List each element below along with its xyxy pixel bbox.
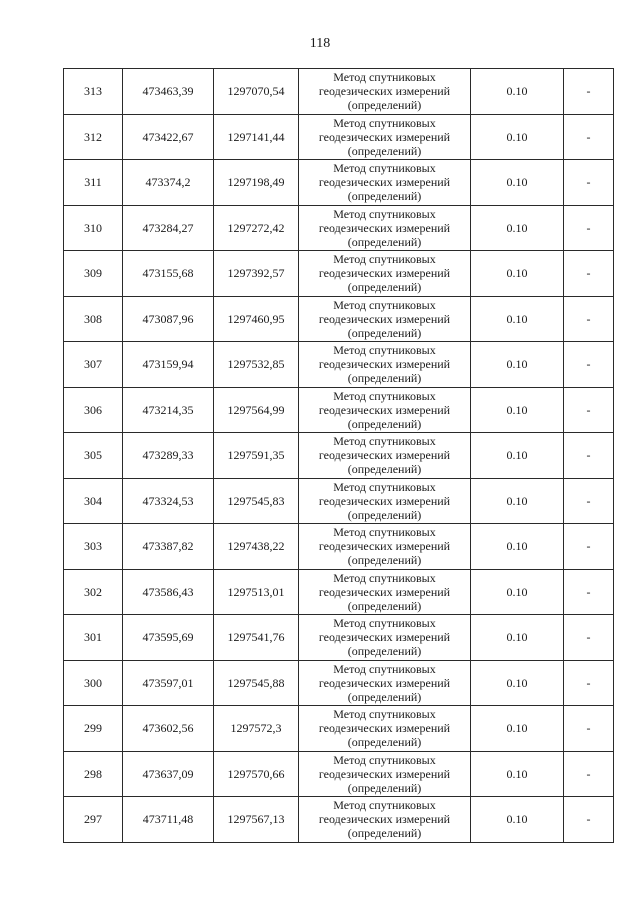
note-cell: - xyxy=(564,706,614,752)
table-row xyxy=(64,797,614,843)
method-line: (определений) xyxy=(347,462,422,477)
y-coordinate-cell: 1297532,85 xyxy=(214,342,299,388)
y-coordinate-cell: 1297572,3 xyxy=(214,706,299,752)
method-line: Метод спутниковых xyxy=(333,479,436,494)
method-line: Метод спутниковых xyxy=(333,115,436,130)
method-line: (определений) xyxy=(347,325,422,340)
accuracy-cell: 0.10 xyxy=(471,433,564,479)
accuracy-cell: 0.10 xyxy=(471,205,564,251)
method-line: (определений) xyxy=(347,507,422,522)
method-line: (определений) xyxy=(347,735,422,750)
page-number: 118 xyxy=(309,36,331,51)
method-line: Метод спутниковых xyxy=(333,525,436,540)
method-line: (определений) xyxy=(347,143,422,158)
method-line: геодезических измерений xyxy=(318,448,451,463)
table-row xyxy=(64,114,614,160)
accuracy-cell: 0.10 xyxy=(471,251,564,297)
accuracy-cell: 0.10 xyxy=(471,797,564,843)
method-cell xyxy=(299,751,471,797)
point-number-cell: 301 xyxy=(64,615,123,661)
y-coordinate-cell: 1297460,95 xyxy=(214,296,299,342)
method-line: (определений) xyxy=(347,553,422,568)
point-number-cell: 313 xyxy=(64,69,123,115)
accuracy-cell: 0.10 xyxy=(471,387,564,433)
method-line: Метод спутниковых xyxy=(333,616,436,631)
note-cell: - xyxy=(564,160,614,206)
accuracy-cell: 0.10 xyxy=(471,615,564,661)
x-coordinate-cell: 473155,68 xyxy=(123,251,214,297)
point-number-cell: 308 xyxy=(64,296,123,342)
y-coordinate-cell: 1297541,76 xyxy=(214,615,299,661)
note-cell: - xyxy=(564,660,614,706)
x-coordinate-cell: 473087,96 xyxy=(123,296,214,342)
method-cell xyxy=(299,706,471,752)
point-number-cell: 310 xyxy=(64,205,123,251)
method-line: (определений) xyxy=(347,826,422,841)
note-cell: - xyxy=(564,251,614,297)
x-coordinate-cell: 473463,39 xyxy=(123,69,214,115)
method-line: Метод спутниковых xyxy=(333,161,436,176)
note-cell: - xyxy=(564,342,614,388)
accuracy-cell: 0.10 xyxy=(471,296,564,342)
y-coordinate-cell: 1297591,35 xyxy=(214,433,299,479)
table-row xyxy=(64,342,614,388)
method-cell xyxy=(299,615,471,661)
method-line: (определений) xyxy=(347,371,422,386)
note-cell: - xyxy=(564,797,614,843)
table-row xyxy=(64,160,614,206)
x-coordinate-cell: 473586,43 xyxy=(123,569,214,615)
y-coordinate-cell: 1297141,44 xyxy=(214,114,299,160)
x-coordinate-cell: 473289,33 xyxy=(123,433,214,479)
method-cell xyxy=(299,660,471,706)
point-number-cell: 302 xyxy=(64,569,123,615)
point-number-cell: 311 xyxy=(64,160,123,206)
x-coordinate-cell: 473711,48 xyxy=(123,797,214,843)
method-line: (определений) xyxy=(347,644,422,659)
method-cell xyxy=(299,114,471,160)
x-coordinate-cell: 473387,82 xyxy=(123,524,214,570)
note-cell: - xyxy=(564,524,614,570)
note-cell: - xyxy=(564,433,614,479)
method-line: Метод спутниковых xyxy=(333,343,436,358)
y-coordinate-cell: 1297272,42 xyxy=(214,205,299,251)
note-cell: - xyxy=(564,751,614,797)
method-line: Метод спутниковых xyxy=(333,752,436,767)
table-row xyxy=(64,296,614,342)
accuracy-cell: 0.10 xyxy=(471,706,564,752)
method-cell xyxy=(299,251,471,297)
method-line: геодезических измерений xyxy=(318,675,451,690)
table-row xyxy=(64,615,614,661)
point-number-cell: 306 xyxy=(64,387,123,433)
table-row xyxy=(64,387,614,433)
accuracy-cell: 0.10 xyxy=(471,69,564,115)
method-line: Метод спутниковых xyxy=(333,70,436,85)
method-cell xyxy=(299,296,471,342)
y-coordinate-cell: 1297070,54 xyxy=(214,69,299,115)
method-line: Метод спутниковых xyxy=(333,798,436,813)
method-line: геодезических измерений xyxy=(318,402,451,417)
method-line: геодезических измерений xyxy=(318,129,451,144)
method-line: геодезических измерений xyxy=(318,220,451,235)
point-number-cell: 299 xyxy=(64,706,123,752)
y-coordinate-cell: 1297392,57 xyxy=(214,251,299,297)
y-coordinate-cell: 1297570,66 xyxy=(214,751,299,797)
method-cell xyxy=(299,387,471,433)
y-coordinate-cell: 1297198,49 xyxy=(214,160,299,206)
table-row xyxy=(64,478,614,524)
accuracy-cell: 0.10 xyxy=(471,751,564,797)
method-line: геодезических измерений xyxy=(318,721,451,736)
table-row xyxy=(64,751,614,797)
table-row xyxy=(64,69,614,115)
method-line: геодезических измерений xyxy=(318,357,451,372)
note-cell: - xyxy=(564,387,614,433)
point-number-cell: 309 xyxy=(64,251,123,297)
accuracy-cell: 0.10 xyxy=(471,524,564,570)
method-cell xyxy=(299,160,471,206)
method-line: геодезических измерений xyxy=(318,812,451,827)
table-row xyxy=(64,433,614,479)
table-row xyxy=(64,706,614,752)
point-number-cell: 300 xyxy=(64,660,123,706)
note-cell: - xyxy=(564,478,614,524)
x-coordinate-cell: 473374,2 xyxy=(123,160,214,206)
y-coordinate-cell: 1297545,83 xyxy=(214,478,299,524)
method-line: геодезических измерений xyxy=(318,493,451,508)
accuracy-cell: 0.10 xyxy=(471,160,564,206)
accuracy-cell: 0.10 xyxy=(471,114,564,160)
point-number-cell: 297 xyxy=(64,797,123,843)
method-line: (определений) xyxy=(347,416,422,431)
method-line: Метод спутниковых xyxy=(333,707,436,722)
accuracy-cell: 0.10 xyxy=(471,660,564,706)
method-line: Метод спутниковых xyxy=(333,388,436,403)
method-line: геодезических измерений xyxy=(318,584,451,599)
method-cell xyxy=(299,797,471,843)
point-number-cell: 298 xyxy=(64,751,123,797)
method-line: геодезических измерений xyxy=(318,175,451,190)
method-line: Метод спутниковых xyxy=(333,297,436,312)
x-coordinate-cell: 473324,53 xyxy=(123,478,214,524)
method-line: геодезических измерений xyxy=(318,766,451,781)
y-coordinate-cell: 1297564,99 xyxy=(214,387,299,433)
method-cell xyxy=(299,69,471,115)
method-cell xyxy=(299,569,471,615)
table-row xyxy=(64,251,614,297)
point-number-cell: 305 xyxy=(64,433,123,479)
point-number-cell: 312 xyxy=(64,114,123,160)
y-coordinate-cell: 1297438,22 xyxy=(214,524,299,570)
y-coordinate-cell: 1297567,13 xyxy=(214,797,299,843)
method-cell xyxy=(299,433,471,479)
note-cell: - xyxy=(564,296,614,342)
method-line: геодезических измерений xyxy=(318,311,451,326)
method-line: Метод спутниковых xyxy=(333,252,436,267)
method-line: Метод спутниковых xyxy=(333,661,436,676)
x-coordinate-cell: 473595,69 xyxy=(123,615,214,661)
note-cell: - xyxy=(564,69,614,115)
method-line: Метод спутниковых xyxy=(333,570,436,585)
method-line: геодезических измерений xyxy=(318,630,451,645)
x-coordinate-cell: 473637,09 xyxy=(123,751,214,797)
note-cell: - xyxy=(564,615,614,661)
method-line: (определений) xyxy=(347,598,422,613)
table-body xyxy=(64,69,614,843)
method-line: Метод спутниковых xyxy=(333,434,436,449)
method-cell xyxy=(299,478,471,524)
x-coordinate-cell: 473284,27 xyxy=(123,205,214,251)
method-line: геодезических измерений xyxy=(318,266,451,281)
method-line: геодезических измерений xyxy=(318,539,451,554)
method-line: (определений) xyxy=(347,689,422,704)
note-cell: - xyxy=(564,569,614,615)
method-cell xyxy=(299,342,471,388)
x-coordinate-cell: 473602,56 xyxy=(123,706,214,752)
table-row xyxy=(64,524,614,570)
accuracy-cell: 0.10 xyxy=(471,569,564,615)
table-row xyxy=(64,569,614,615)
method-line: Метод спутниковых xyxy=(333,206,436,221)
method-line: (определений) xyxy=(347,98,422,113)
y-coordinate-cell: 1297545,88 xyxy=(214,660,299,706)
x-coordinate-cell: 473214,35 xyxy=(123,387,214,433)
x-coordinate-cell: 473422,67 xyxy=(123,114,214,160)
point-number-cell: 307 xyxy=(64,342,123,388)
method-cell xyxy=(299,205,471,251)
note-cell: - xyxy=(564,114,614,160)
method-line: геодезических измерений xyxy=(318,84,451,99)
method-line: (определений) xyxy=(347,189,422,204)
note-cell: - xyxy=(564,205,614,251)
point-number-cell: 304 xyxy=(64,478,123,524)
coordinates-table xyxy=(63,68,614,843)
method-cell xyxy=(299,524,471,570)
x-coordinate-cell: 473159,94 xyxy=(123,342,214,388)
method-line: (определений) xyxy=(347,780,422,795)
method-line: (определений) xyxy=(347,280,422,295)
y-coordinate-cell: 1297513,01 xyxy=(214,569,299,615)
table-row xyxy=(64,205,614,251)
method-line: (определений) xyxy=(347,234,422,249)
x-coordinate-cell: 473597,01 xyxy=(123,660,214,706)
point-number-cell: 303 xyxy=(64,524,123,570)
accuracy-cell: 0.10 xyxy=(471,478,564,524)
table-row xyxy=(64,660,614,706)
accuracy-cell: 0.10 xyxy=(471,342,564,388)
